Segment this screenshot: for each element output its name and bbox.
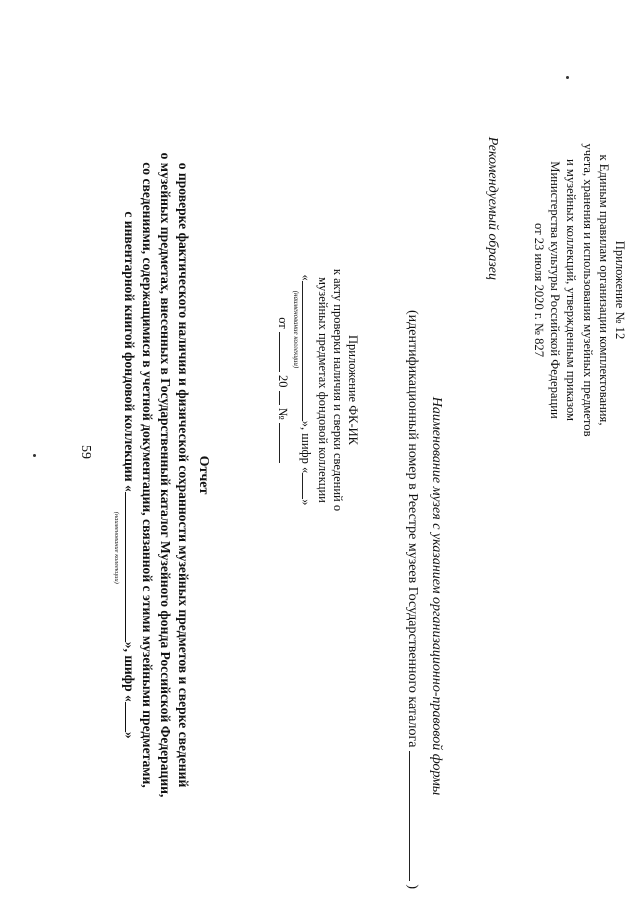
museum-name-caption: Наименование музея с указанием организационно-правовой формы: [429, 396, 444, 796]
appendix-12-line: к Единым правилам организации комплектования,: [596, 154, 611, 426]
report-collection-caption: (наименование коллекции): [113, 511, 120, 584]
fkik-year-blank: [279, 391, 292, 405]
museum-id-text: (идентификационный номер в Реестре музеев Государственного каталога: [405, 310, 420, 748]
museum-id-close: ): [405, 884, 420, 890]
appendix-12-line: Приложение № 12: [613, 240, 627, 340]
report-line-4: [113, 110, 138, 840]
appendix-fkik: [275, 230, 360, 550]
scan-speck: [566, 76, 569, 79]
report-close-quote: »: [122, 731, 137, 739]
appendix-12-line: от 23 июля 2020 г. № 827: [531, 222, 546, 358]
fkik-cipher-blank: [302, 473, 315, 499]
report-cipher-label: », шифр «: [122, 641, 137, 702]
rotated-page: [60, 0, 640, 905]
fkik-number-blank: [279, 423, 292, 463]
report-line4-start: с инвентарной книгой фондовой коллекции «: [122, 211, 137, 492]
appendix-12-header: [531, 140, 628, 440]
fkik-cipher-label: », шифр «: [299, 420, 313, 474]
report-line: о проверке фактического наличия и физической сохранности музейных предметов и сверке сведений: [176, 162, 191, 788]
fkik-close-quote: »: [299, 499, 313, 506]
museum-id-caption: [404, 310, 422, 890]
fkik-date-year: 20: [276, 375, 290, 388]
report-cipher-blank: [125, 702, 138, 732]
fkik-number-sign: №: [276, 407, 290, 420]
appendix-12-line: Министерства культуры Российской Федерации: [548, 161, 563, 419]
page-number: 59: [78, 445, 93, 459]
fkik-line1: к акту проверки наличия и сверки сведений о: [331, 268, 345, 512]
fkik-title: Приложение ФК-ИК: [346, 335, 360, 445]
report-block: [113, 110, 212, 840]
fkik-open-quote: «: [299, 274, 313, 281]
report-title: Отчет: [196, 455, 211, 495]
report-line: о музейных предметах, внесенных в Государственный каталог Музейного фонда Российской Федерации,: [158, 152, 173, 798]
fkik-collection-caption: (наименование коллекции): [292, 290, 300, 369]
scan-speck: [33, 454, 36, 457]
fkik-line2: музейных предметах фондовой коллекции: [316, 277, 330, 503]
report-line: со сведениями, содержащимися в учетной документации, связанной с этими музейными предметами,: [140, 162, 155, 788]
fkik-date-blank: [279, 332, 292, 372]
appendix-12-line: учета, хранения и использования музейных предметов: [580, 143, 595, 437]
fkik-collection-blank: [292, 281, 315, 421]
fkik-date-from: от: [276, 317, 290, 329]
fkik-collection-row: [292, 230, 315, 550]
museum-id-blank: [409, 751, 422, 881]
fkik-date-row: [275, 230, 292, 550]
recommended-sample-label: Рекомендуемый образец: [485, 136, 500, 280]
report-collection-blank: [113, 492, 138, 642]
appendix-12-line: и музейных коллекций, утвержденным приказом: [564, 158, 579, 422]
